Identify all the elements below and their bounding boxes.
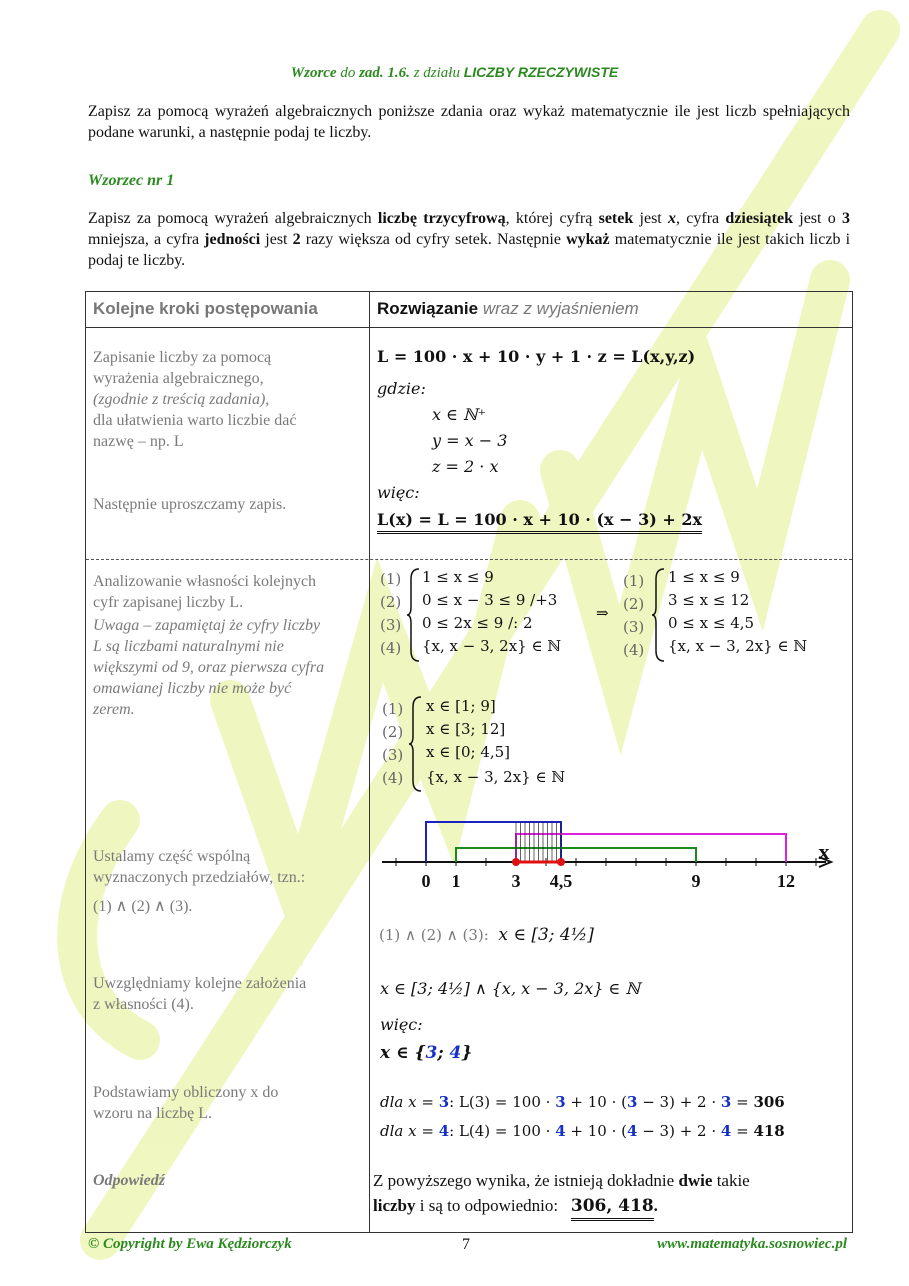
common-end-point	[557, 858, 565, 866]
step4-condition: x ∈ [3; 4½] ∧ {x, x − 3, 2x} ∈ ℕ	[380, 979, 641, 998]
tick-label: 0	[421, 871, 431, 891]
header-word-3: zad. 1.6.	[359, 65, 410, 81]
wiec-label-2: więc:	[380, 1015, 423, 1034]
solution-table: Kolejne kroki postępowania Rozwiązanie wraz z wyjaśnieniem Zapisanie liczby za pomocą wyrażenia algebraicznego, (zgodnie z treścią zadania), dla ułatwienia warto liczbie dać nazwę – np. L Następnie uproszczamy zapis. L = 100 · x + 10 · y + 1 · z = L(x,y,z) gdzie: x ∈ ℕ⁺ y = x − 3 z = 2 · x więc: L(x) = L = 100 · x + 10 · (x − 3) + 2x Analizowanie własności kolejnych cyfr zapisanej liczby L. Uwaga – zapamiętaj że cyfry liczby L są liczbami naturalnymi nie większymi od 9, oraz pierwsza cyfra omawianej liczby nie może być zerem. (1) (2) (3) (4) 1 ≤ x ≤ 9 0 ≤ x − 3 ≤ 9 /+3 0 ≤ 2x ≤ 9 /: 2 {x, x − 3, 2x} ∈ ℕ ⇒ (1) (2) (3) (4) 1 ≤ x ≤ 9 3 ≤ x ≤ 12 0 ≤ x ≤ 4,5 {x, x − 3, 2x} ∈ ℕ (1) (2) (3) (4) x ∈ [1; 9] x ∈ [3; 12] x ∈ [0; 4,5] {x, x − 3, 2x} ∈ ℕ Ustalamy część wspólną wyznaczonych przedziałów, tzn.: (1) ∧ (2) ∧ (3). 0 1 3 4,5 9 12 x (1) ∧ (2) ∧ (3): x ∈ [3; 4½] Uwzględniamy kolejne założenia z własności (4). x ∈ [3; 4½] ∧ {x, x − 3, 2x} ∈ ℕ więc: x ∈ {3; 4} Podstawiamy obliczony x do wzoru na liczbę L. dla x = 3: L(3) = 100 · 3 + 10 · (3 − 3) + 2 · 3 = 306 dla x = 4: L(4) = 100 · 4 + 10 · (4 − 3) + 2 · 4 = 418 Odpowiedź Z powyższego wynika, że istnieją dokładnie dwie takie liczby i są to odpowiednio: 306, 418.	[85, 291, 853, 1233]
table-header-steps: Kolejne kroki postępowania	[93, 299, 318, 318]
step4-result: x ∈ {3; 4}	[380, 1043, 473, 1063]
step4-text: Uwzględniamy kolejne założenia z własności (4).	[93, 975, 307, 1013]
header-word-4: z działu	[413, 65, 460, 81]
answer-label: Odpowiedź	[93, 1172, 165, 1189]
gdzie-label: gdzie:	[377, 379, 426, 398]
answer-text: Z powyższego wynika, że istnieją dokładnie dwie takie liczby i są to odpowiednio: 306, 418.	[373, 1168, 843, 1219]
header-word-5: LICZBY RZECZYWISTE	[463, 64, 619, 80]
axis-label: x	[818, 839, 830, 864]
common-start-point	[512, 858, 520, 866]
common-part: (1) ∧ (2) ∧ (3): x ∈ [3; 4½]	[379, 925, 594, 945]
tick-label: 9	[691, 871, 701, 891]
task-paragraph: Zapisz za pomocą wyrażeń algebraicznych liczbę trzycyfrową, której cyfrą setek jest x, cyfra dziesiątek jest o 3 mniejsza, a cyfra jedności jest 2 razy większa od cyfry setek. Następnie wykaż matematycznie ile jest takich liczb i podaj te liczby.	[88, 210, 851, 269]
calc-row-4: dla x = 4: L(4) = 100 · 4 + 10 · (4 − 3) + 2 · 4 = 418	[380, 1122, 785, 1140]
section-title: Wzorzec nr 1	[88, 172, 175, 189]
header-word-1: Wzorce	[290, 65, 337, 81]
step1-simplified: L(x) = L = 100 · x + 10 · (x − 3) + 2x	[377, 509, 702, 532]
tick-label: 12	[777, 871, 795, 891]
header-word-2: do	[340, 65, 356, 81]
interval-1	[426, 822, 561, 862]
tick-label: 1	[451, 871, 461, 891]
number-line	[376, 812, 846, 892]
condition-1: x ∈ ℕ⁺	[432, 405, 487, 424]
table-header-solution: Rozwiązanie wraz z wyjaśnieniem	[377, 299, 639, 318]
tick-label: 3	[511, 871, 521, 891]
intro-paragraph: Zapisz za pomocą wyrażeń algebraicznych poniższe zdania oraz wykaż matematycznie ile jest liczb spełniających podane warunki, a następnie podaj te liczby.	[88, 103, 850, 141]
implies-arrow: ⇒	[596, 604, 609, 622]
step3-text: Ustalamy część wspólną wyznaczonych przedziałów, tzn.: (1) ∧ (2) ∧ (3).	[93, 848, 306, 915]
tick-label: 4,5	[549, 871, 573, 891]
step2-text: Analizowanie własności kolejnych cyfr zapisanej liczby L. Uwaga – zapamiętaj że cyfry liczby L są liczbami naturalnymi nie większymi od 9, oraz pierwsza cyfra omawianej liczby nie może być zerem.	[93, 573, 325, 718]
condition-2: y = x − 3	[432, 431, 508, 450]
page-number: 7	[462, 1236, 470, 1253]
step1-text: Zapisanie liczby za pomocą wyrażenia algebraicznego, (zgodnie z treścią zadania), dla ułatwienia warto liczbie dać nazwę – np. L Następnie uproszczamy zapis.	[93, 349, 297, 513]
footer-copyright: © Copyright by Ewa Kędziorczyk	[88, 1236, 292, 1252]
condition-3: z = 2 · x	[432, 457, 499, 476]
step5-text: Podstawiamy obliczony x do wzoru na liczbę L.	[93, 1084, 279, 1122]
page-header	[0, 64, 909, 82]
wiec-label-1: więc:	[377, 483, 420, 502]
footer-url: www.matematyka.sosnowiec.pl	[657, 1236, 847, 1252]
step1-equation: L = 100 · x + 10 · y + 1 · z = L(x,y,z)	[377, 347, 696, 366]
calc-row-3: dla x = 3: L(3) = 100 · 3 + 10 · (3 − 3) + 2 · 3 = 306	[380, 1093, 785, 1111]
